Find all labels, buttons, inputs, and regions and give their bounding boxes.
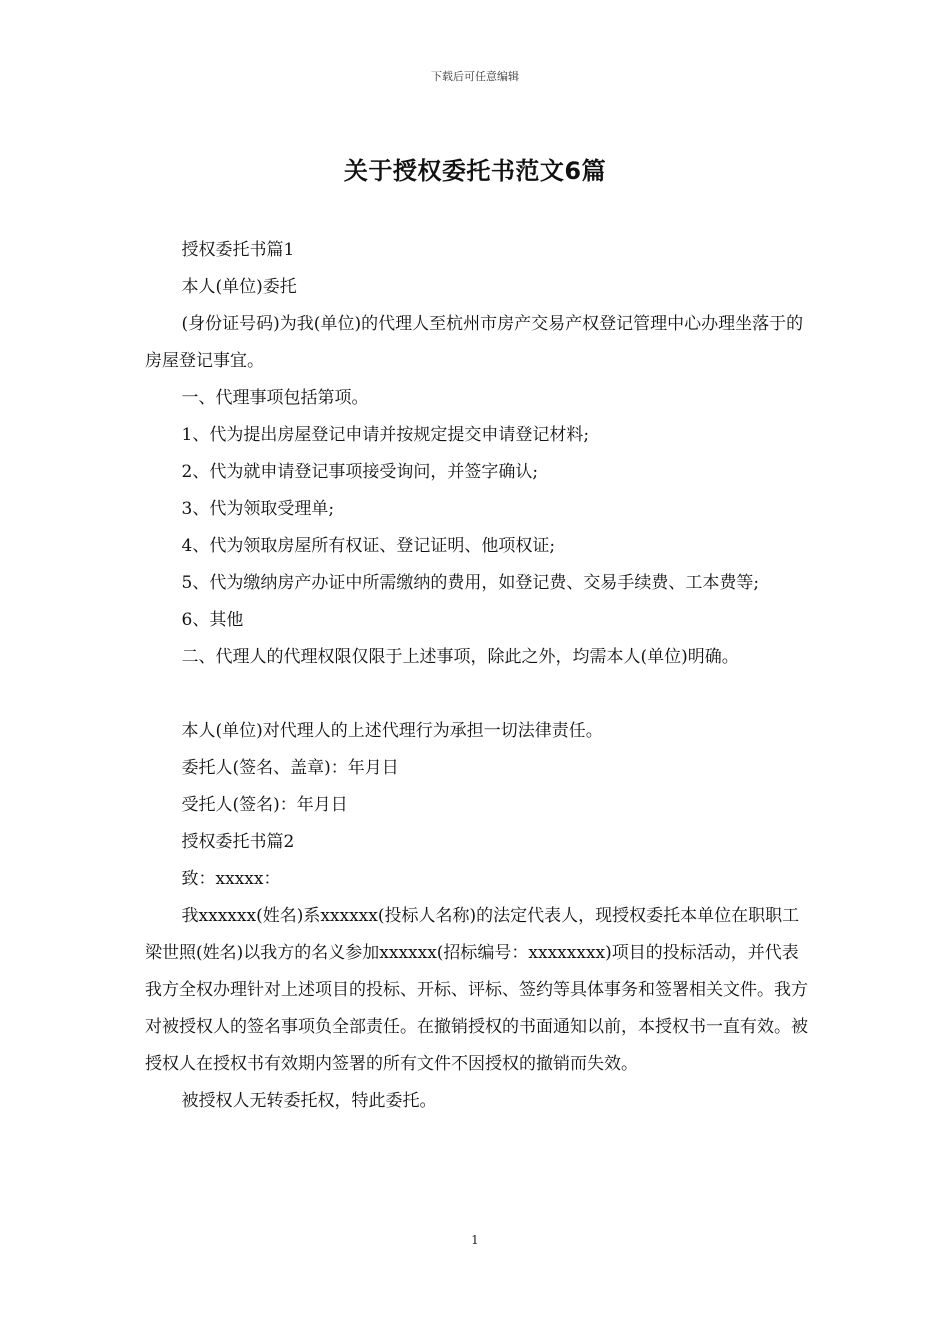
list-item: 3、代为领取受理单; — [181, 499, 335, 519]
list-item: 1、代为提出房屋登记申请并按规定提交申请登记材料; — [181, 425, 590, 445]
list-item: 6、其他 — [181, 610, 244, 630]
paragraph: 二、代理人的代理权限仅限于上述事项，除此之外，均需本人(单位)明确。 — [181, 647, 739, 667]
list-item: 5、代为缴纳房产办证中所需缴纳的费用，如登记费、交易手续费、工本费等; — [181, 573, 760, 593]
salutation: 致：xxxxx： — [181, 869, 281, 889]
list-item: 2、代为就申请登记事项接受询问，并签字确认; — [181, 462, 539, 482]
section-heading-1: 授权委托书篇1 — [181, 240, 295, 260]
list-item: 4、代为领取房屋所有权证、登记证明、他项权证; — [181, 536, 556, 556]
signature-line-principal: 委托人(签名、盖章)：年月日 — [181, 758, 399, 778]
header-note: 下载后可任意编辑 — [431, 70, 519, 83]
signature-line-agent: 受托人(签名)：年月日 — [181, 795, 348, 815]
page-number: 1 — [471, 1233, 479, 1247]
paragraph: 一、代理事项包括第项。 — [181, 388, 369, 408]
document-body — [145, 232, 815, 1120]
paragraph: 被授权人无转委托权，特此委托。 — [181, 1091, 437, 1111]
paragraph: 本人(单位)委托 — [181, 277, 297, 297]
section-heading-2: 授权委托书篇2 — [181, 832, 295, 852]
paragraph: (身份证号码)为我(单位)的代理人至杭州市房产交易产权登记管理中心办理坐落于的房屋登记事宜。 — [145, 314, 804, 371]
paragraph: 本人(单位)对代理人的上述代理行为承担一切法律责任。 — [181, 721, 603, 741]
paragraph: 我xxxxxx(姓名)系xxxxxx(投标人名称)的法定代表人，现授权委托本单位在职职工梁世照(姓名)以我方的名义参加xxxxxx(招标编号：xxxxxxxx)项目的投标活动，并代表我方全权办理针对上述项目的投标、开标、评标、签约等具体事务和签署相关文件。我方对被授权人的签名事项负全部责任。在撤销授权的书面通知以前，本授权书一直有效。被授权人在授权书有效期内签署的所有文件不因授权的撤销而失效。 — [145, 906, 808, 1074]
document-title: 关于授权委托书范文6篇 — [343, 157, 607, 185]
